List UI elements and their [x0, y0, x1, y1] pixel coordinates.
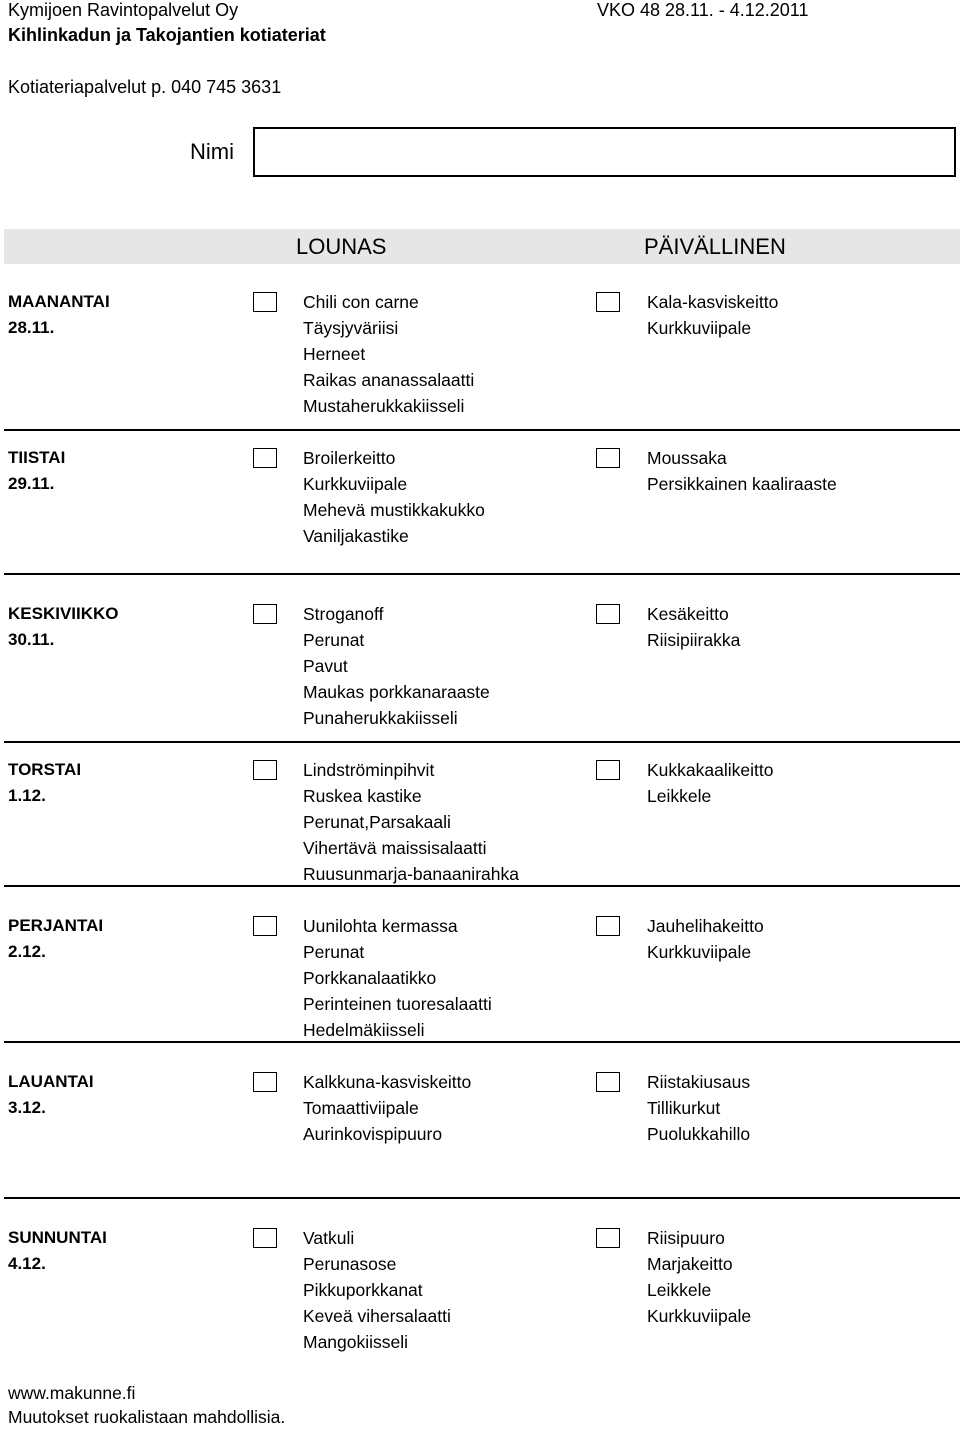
divider [4, 429, 960, 431]
lunch-menu-list [303, 913, 492, 1043]
day-name: KESKIVIIKKO [8, 604, 119, 623]
lunch-menu-list [303, 757, 519, 887]
dinner-checkbox[interactable] [596, 292, 620, 312]
menu-item: Mehevä mustikkakukko [303, 500, 485, 520]
dinner-menu-list [647, 1069, 750, 1147]
menu-item: Pikkuporkkanat [303, 1280, 423, 1300]
menu-item: Kala-kasviskeitto [647, 292, 779, 312]
week-label: VKO 48 28.11. - 4.12.2011 [597, 0, 809, 20]
menu-item: Punaherukkakiisseli [303, 708, 458, 728]
day-date: 3.12. [8, 1098, 46, 1117]
lunch-menu-list [303, 289, 474, 419]
menu-item: Raikas ananassalaatti [303, 370, 475, 390]
day-name: PERJANTAI [8, 916, 104, 935]
menu-item: Kalkkuna-kasviskeitto [303, 1072, 472, 1092]
day-date: 4.12. [8, 1254, 46, 1273]
divider [4, 741, 960, 743]
menu-item: Leikkele [647, 786, 712, 806]
day-name: TORSTAI [8, 760, 82, 779]
menu-item: Pavut [303, 656, 348, 676]
menu-item: Mangokiisseli [303, 1332, 409, 1352]
menu-item: Kurkkuviipale [647, 1306, 752, 1326]
menu-item: Keveä vihersalaatti [303, 1306, 451, 1326]
divider [4, 1041, 960, 1043]
menu-item: Kukkakaalikeitto [647, 760, 774, 780]
dinner-checkbox[interactable] [596, 760, 620, 780]
menu-item: Kurkkuviipale [647, 942, 752, 962]
menu-item: Perinteinen tuoresalaatti [303, 994, 492, 1014]
dinner-checkbox[interactable] [596, 448, 620, 468]
lunch-menu-list [303, 1225, 451, 1355]
divider [4, 1197, 960, 1199]
day-date: 1.12. [8, 786, 46, 805]
menu-item: Vaniljakastike [303, 526, 409, 546]
menu-item: Vihertävä maissisalaatti [303, 838, 487, 858]
menu-item: Mustaherukkakiisseli [303, 396, 465, 416]
lunch-checkbox[interactable] [253, 448, 277, 468]
menu-item: Riisipuuro [647, 1228, 725, 1248]
dinner-menu-list [647, 757, 773, 809]
divider [4, 573, 960, 575]
lunch-checkbox[interactable] [253, 1072, 277, 1092]
dinner-menu-list [647, 913, 764, 965]
menu-item: Chili con carne [303, 292, 419, 312]
day-date: 2.12. [8, 942, 46, 961]
menu-item: Uunilohta kermassa [303, 916, 458, 936]
menu-item: Riisipiirakka [647, 630, 741, 650]
menu-item: Täysjyväriisi [303, 318, 399, 338]
menu-item: Kurkkuviipale [647, 318, 752, 338]
dinner-checkbox[interactable] [596, 916, 620, 936]
menu-item: Tomaattiviipale [303, 1098, 419, 1118]
day-date: 28.11. [8, 318, 55, 337]
day-name: SUNNUNTAI [8, 1228, 107, 1247]
dinner-menu-list [647, 1225, 751, 1329]
lunch-checkbox[interactable] [253, 604, 277, 624]
menu-item: Persikkainen kaaliraaste [647, 474, 837, 494]
name-field[interactable] [253, 127, 956, 177]
menu-item: Maukas porkkanaraaste [303, 682, 490, 702]
day-date: 30.11. [8, 630, 55, 649]
menu-item: Jauhelihakeitto [647, 916, 764, 936]
lunch-column-header: LOUNAS [296, 234, 387, 259]
menu-item: Porkkanalaatikko [303, 968, 437, 988]
lunch-checkbox[interactable] [253, 292, 277, 312]
dinner-column-header: PÄIVÄLLINEN [644, 234, 786, 259]
menu-item: Riistakiusaus [647, 1072, 751, 1092]
footer-note: Muutokset ruokalistaan mahdollisia. [8, 1407, 286, 1427]
menu-item: Perunat,Parsakaali [303, 812, 451, 832]
menu-item: Hedelmäkiisseli [303, 1020, 425, 1040]
footer-website[interactable]: www.makunne.fi [8, 1383, 136, 1403]
menu-item: Perunat [303, 942, 365, 962]
lunch-checkbox[interactable] [253, 916, 277, 936]
menu-item: Ruskea kastike [303, 786, 422, 806]
menu-item: Herneet [303, 344, 366, 364]
menu-item: Perunasose [303, 1254, 397, 1274]
dinner-checkbox[interactable] [596, 1228, 620, 1248]
menu-item: Aurinkovispipuuro [303, 1124, 443, 1144]
day-name: MAANANTAI [8, 292, 110, 311]
service-phone: Kotiateriapalvelut p. 040 745 3631 [8, 77, 282, 97]
menu-item: Broilerkeitto [303, 448, 396, 468]
menu-item: Ruusunmarja-banaanirahka [303, 864, 519, 884]
menu-item: Stroganoff [303, 604, 384, 624]
day-date: 29.11. [8, 474, 55, 493]
divider [4, 885, 960, 887]
menu-item: Puolukkahillo [647, 1124, 751, 1144]
menu-item: Leikkele [647, 1280, 712, 1300]
day-name: LAUANTAI [8, 1072, 94, 1091]
dinner-menu-list [647, 445, 837, 497]
day-name: TIISTAI [8, 448, 66, 467]
menu-item: Lindströminpihvit [303, 760, 435, 780]
lunch-menu-list [303, 445, 485, 549]
menu-item: Perunat [303, 630, 365, 650]
dinner-menu-list [647, 289, 778, 341]
lunch-checkbox[interactable] [253, 760, 277, 780]
dinner-checkbox[interactable] [596, 604, 620, 624]
menu-item: Moussaka [647, 448, 727, 468]
menu-item: Vatkuli [303, 1228, 355, 1248]
lunch-checkbox[interactable] [253, 1228, 277, 1248]
dinner-checkbox[interactable] [596, 1072, 620, 1092]
lunch-menu-list [303, 1069, 471, 1147]
column-header-band [4, 229, 960, 264]
company-name: Kymijoen Ravintopalvelut Oy [8, 0, 239, 20]
location-title: Kihlinkadun ja Takojantien kotiateriat [8, 25, 326, 45]
menu-item: Kurkkuviipale [303, 474, 408, 494]
name-label: Nimi [190, 139, 234, 164]
menu-item: Tillikurkut [647, 1098, 721, 1118]
menu-item: Kesäkeitto [647, 604, 729, 624]
menu-item: Marjakeitto [647, 1254, 733, 1274]
lunch-menu-list [303, 601, 490, 731]
dinner-menu-list [647, 601, 740, 653]
